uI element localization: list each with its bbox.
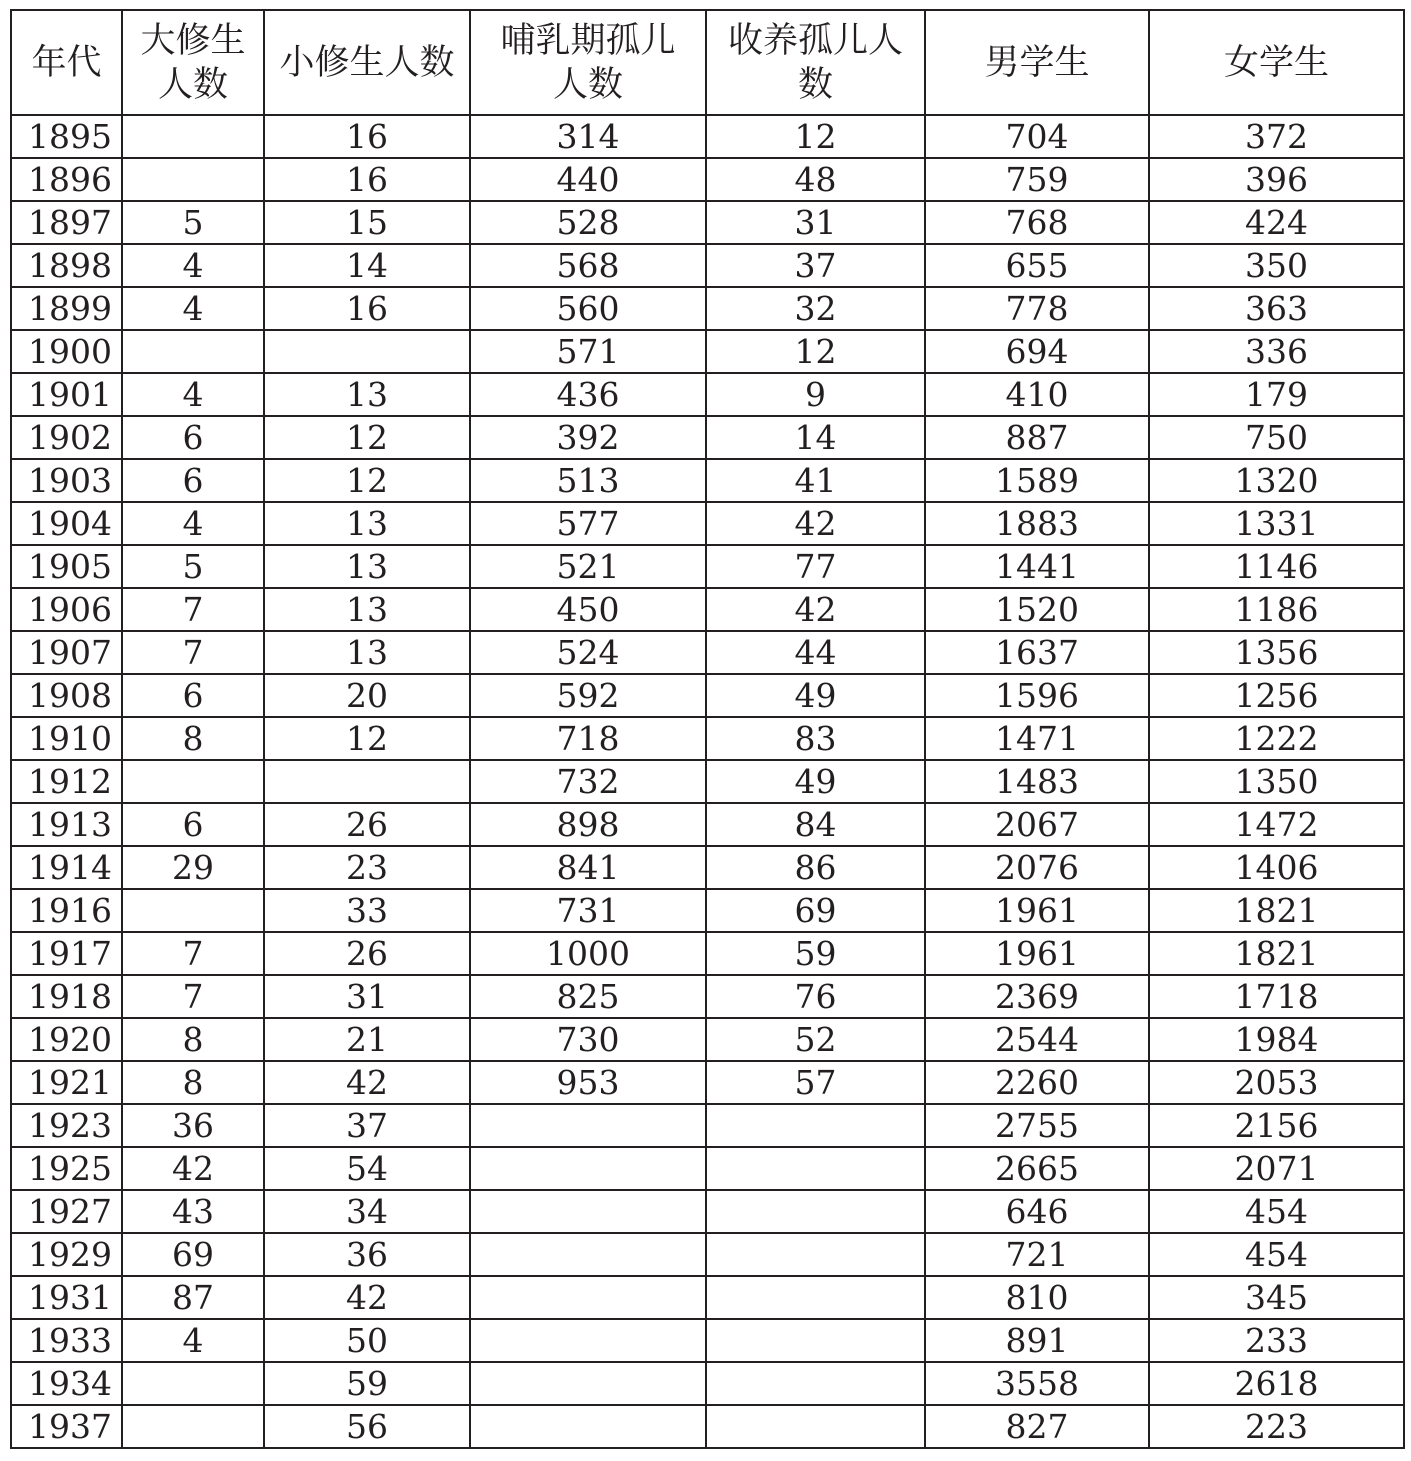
cell-nursing-orphans: 841	[470, 846, 706, 889]
column-header-female-students	[1149, 10, 1404, 115]
cell-nursing-orphans	[470, 1319, 706, 1362]
cell-female-students: 223	[1149, 1405, 1404, 1448]
cell-year: 1916	[11, 889, 122, 932]
cell-adopted-orphans	[706, 1319, 925, 1362]
cell-adopted-orphans	[706, 1190, 925, 1233]
cell-senior-novices	[122, 158, 264, 201]
cell-adopted-orphans: 42	[706, 502, 925, 545]
cell-nursing-orphans: 718	[470, 717, 706, 760]
cell-male-students: 3558	[925, 1362, 1149, 1405]
cell-female-students: 424	[1149, 201, 1404, 244]
cell-male-students: 2067	[925, 803, 1149, 846]
cell-junior-novices: 13	[264, 588, 470, 631]
cell-junior-novices: 34	[264, 1190, 470, 1233]
cell-senior-novices: 8	[122, 717, 264, 760]
table-row	[11, 1104, 1404, 1147]
cell-junior-novices: 59	[264, 1362, 470, 1405]
cell-junior-novices: 12	[264, 717, 470, 760]
cell-nursing-orphans	[470, 1233, 706, 1276]
cell-nursing-orphans: 732	[470, 760, 706, 803]
cell-junior-novices: 13	[264, 502, 470, 545]
cell-year: 1896	[11, 158, 122, 201]
cell-senior-novices: 42	[122, 1147, 264, 1190]
cell-nursing-orphans	[470, 1147, 706, 1190]
cell-nursing-orphans: 450	[470, 588, 706, 631]
cell-senior-novices: 6	[122, 416, 264, 459]
cell-male-students: 887	[925, 416, 1149, 459]
cell-female-students: 1320	[1149, 459, 1404, 502]
cell-male-students: 1471	[925, 717, 1149, 760]
table-row	[11, 158, 1404, 201]
cell-adopted-orphans: 52	[706, 1018, 925, 1061]
cell-female-students: 750	[1149, 416, 1404, 459]
cell-male-students: 694	[925, 330, 1149, 373]
cell-junior-novices: 16	[264, 158, 470, 201]
column-header-line: 收养孤儿人	[727, 20, 903, 61]
column-header-line: 大修生	[140, 20, 246, 61]
cell-female-students: 2071	[1149, 1147, 1404, 1190]
cell-senior-novices	[122, 1362, 264, 1405]
cell-year: 1929	[11, 1233, 122, 1276]
column-header-line: 人数	[552, 64, 623, 105]
cell-year: 1897	[11, 201, 122, 244]
table-row	[11, 1190, 1404, 1233]
cell-junior-novices: 14	[264, 244, 470, 287]
cell-year: 1906	[11, 588, 122, 631]
cell-female-students: 1821	[1149, 889, 1404, 932]
cell-nursing-orphans: 314	[470, 115, 706, 158]
cell-female-students: 454	[1149, 1233, 1404, 1276]
table-row	[11, 1276, 1404, 1319]
cell-adopted-orphans	[706, 1233, 925, 1276]
cell-nursing-orphans: 436	[470, 373, 706, 416]
cell-adopted-orphans: 44	[706, 631, 925, 674]
table-body	[11, 115, 1404, 1448]
table-row	[11, 545, 1404, 588]
cell-year: 1921	[11, 1061, 122, 1104]
cell-female-students: 336	[1149, 330, 1404, 373]
table-header	[11, 10, 1404, 115]
table-row	[11, 674, 1404, 717]
cell-nursing-orphans: 592	[470, 674, 706, 717]
cell-senior-novices: 36	[122, 1104, 264, 1147]
cell-nursing-orphans: 440	[470, 158, 706, 201]
cell-adopted-orphans: 31	[706, 201, 925, 244]
cell-year: 1902	[11, 416, 122, 459]
cell-year: 1933	[11, 1319, 122, 1362]
cell-junior-novices: 20	[264, 674, 470, 717]
cell-nursing-orphans: 521	[470, 545, 706, 588]
cell-junior-novices: 42	[264, 1061, 470, 1104]
header-row	[11, 10, 1404, 115]
cell-junior-novices: 54	[264, 1147, 470, 1190]
cell-junior-novices: 13	[264, 373, 470, 416]
cell-year: 1920	[11, 1018, 122, 1061]
statistics-table	[10, 9, 1405, 1449]
table-row	[11, 373, 1404, 416]
cell-male-students: 827	[925, 1405, 1149, 1448]
cell-male-students: 891	[925, 1319, 1149, 1362]
table-row	[11, 330, 1404, 373]
cell-female-students: 1821	[1149, 932, 1404, 975]
cell-female-students: 1356	[1149, 631, 1404, 674]
cell-adopted-orphans	[706, 1276, 925, 1319]
cell-nursing-orphans: 568	[470, 244, 706, 287]
cell-male-students: 1520	[925, 588, 1149, 631]
cell-male-students: 1637	[925, 631, 1149, 674]
cell-senior-novices: 7	[122, 588, 264, 631]
column-header-line: 哺乳期孤儿	[500, 20, 676, 61]
cell-junior-novices: 16	[264, 115, 470, 158]
cell-male-students: 2260	[925, 1061, 1149, 1104]
cell-male-students: 2544	[925, 1018, 1149, 1061]
column-header-line: 年代	[31, 42, 102, 83]
column-header-adopted-orphans	[706, 10, 925, 115]
table-row	[11, 1362, 1404, 1405]
cell-junior-novices: 15	[264, 201, 470, 244]
cell-nursing-orphans: 577	[470, 502, 706, 545]
cell-nursing-orphans: 528	[470, 201, 706, 244]
cell-senior-novices: 6	[122, 459, 264, 502]
cell-adopted-orphans: 48	[706, 158, 925, 201]
table-row	[11, 244, 1404, 287]
cell-junior-novices: 21	[264, 1018, 470, 1061]
cell-male-students: 759	[925, 158, 1149, 201]
cell-senior-novices: 7	[122, 975, 264, 1018]
cell-adopted-orphans: 12	[706, 115, 925, 158]
cell-adopted-orphans: 76	[706, 975, 925, 1018]
cell-year: 1903	[11, 459, 122, 502]
cell-female-students: 1222	[1149, 717, 1404, 760]
cell-senior-novices: 5	[122, 201, 264, 244]
cell-female-students: 345	[1149, 1276, 1404, 1319]
cell-male-students: 2369	[925, 975, 1149, 1018]
cell-nursing-orphans: 825	[470, 975, 706, 1018]
cell-year: 1913	[11, 803, 122, 846]
cell-senior-novices: 7	[122, 932, 264, 975]
cell-female-students: 1406	[1149, 846, 1404, 889]
cell-junior-novices	[264, 330, 470, 373]
cell-male-students: 1596	[925, 674, 1149, 717]
cell-junior-novices: 37	[264, 1104, 470, 1147]
cell-female-students: 396	[1149, 158, 1404, 201]
cell-male-students: 1961	[925, 889, 1149, 932]
cell-adopted-orphans: 83	[706, 717, 925, 760]
cell-year: 1904	[11, 502, 122, 545]
cell-year: 1910	[11, 717, 122, 760]
cell-year: 1925	[11, 1147, 122, 1190]
cell-junior-novices: 56	[264, 1405, 470, 1448]
table-row	[11, 502, 1404, 545]
cell-senior-novices: 8	[122, 1061, 264, 1104]
cell-male-students: 646	[925, 1190, 1149, 1233]
cell-adopted-orphans: 59	[706, 932, 925, 975]
table-row	[11, 459, 1404, 502]
cell-female-students: 372	[1149, 115, 1404, 158]
table-row	[11, 1405, 1404, 1448]
cell-nursing-orphans: 898	[470, 803, 706, 846]
cell-year: 1927	[11, 1190, 122, 1233]
cell-adopted-orphans	[706, 1362, 925, 1405]
column-header-line: 人数	[157, 64, 228, 105]
cell-adopted-orphans: 9	[706, 373, 925, 416]
table-row	[11, 1233, 1404, 1276]
cell-year: 1900	[11, 330, 122, 373]
cell-senior-novices: 43	[122, 1190, 264, 1233]
cell-junior-novices: 23	[264, 846, 470, 889]
table-row	[11, 287, 1404, 330]
cell-year: 1908	[11, 674, 122, 717]
table-row	[11, 201, 1404, 244]
cell-nursing-orphans	[470, 1362, 706, 1405]
cell-male-students: 655	[925, 244, 1149, 287]
cell-senior-novices	[122, 889, 264, 932]
column-header-line: 女学生	[1223, 42, 1329, 83]
cell-senior-novices	[122, 115, 264, 158]
cell-senior-novices: 4	[122, 373, 264, 416]
cell-nursing-orphans: 392	[470, 416, 706, 459]
cell-year: 1918	[11, 975, 122, 1018]
cell-senior-novices	[122, 330, 264, 373]
cell-junior-novices: 12	[264, 416, 470, 459]
cell-junior-novices	[264, 760, 470, 803]
cell-year: 1914	[11, 846, 122, 889]
cell-year: 1905	[11, 545, 122, 588]
column-header-year	[11, 10, 122, 115]
cell-junior-novices: 13	[264, 545, 470, 588]
cell-female-students: 233	[1149, 1319, 1404, 1362]
table-row	[11, 889, 1404, 932]
cell-year: 1934	[11, 1362, 122, 1405]
cell-male-students: 721	[925, 1233, 1149, 1276]
cell-male-students: 1883	[925, 502, 1149, 545]
column-header-nursing-orphans	[470, 10, 706, 115]
cell-adopted-orphans: 41	[706, 459, 925, 502]
cell-junior-novices: 26	[264, 803, 470, 846]
table-row	[11, 631, 1404, 674]
table-row	[11, 115, 1404, 158]
cell-adopted-orphans: 14	[706, 416, 925, 459]
cell-year: 1901	[11, 373, 122, 416]
cell-adopted-orphans: 69	[706, 889, 925, 932]
cell-nursing-orphans: 1000	[470, 932, 706, 975]
cell-adopted-orphans	[706, 1104, 925, 1147]
cell-female-students: 1331	[1149, 502, 1404, 545]
cell-junior-novices: 13	[264, 631, 470, 674]
cell-year: 1895	[11, 115, 122, 158]
cell-nursing-orphans: 560	[470, 287, 706, 330]
cell-male-students: 1483	[925, 760, 1149, 803]
cell-year: 1923	[11, 1104, 122, 1147]
cell-junior-novices: 12	[264, 459, 470, 502]
cell-senior-novices: 4	[122, 244, 264, 287]
column-header-line: 数	[797, 64, 833, 105]
cell-male-students: 810	[925, 1276, 1149, 1319]
cell-female-students: 2618	[1149, 1362, 1404, 1405]
column-header-male-students	[925, 10, 1149, 115]
cell-nursing-orphans: 731	[470, 889, 706, 932]
cell-senior-novices: 4	[122, 287, 264, 330]
table-row	[11, 1061, 1404, 1104]
cell-adopted-orphans: 12	[706, 330, 925, 373]
cell-senior-novices: 4	[122, 1319, 264, 1362]
cell-nursing-orphans	[470, 1276, 706, 1319]
table-row	[11, 416, 1404, 459]
cell-year: 1917	[11, 932, 122, 975]
cell-female-students: 1718	[1149, 975, 1404, 1018]
cell-nursing-orphans: 953	[470, 1061, 706, 1104]
table-row	[11, 975, 1404, 1018]
cell-senior-novices	[122, 1405, 264, 1448]
cell-year: 1907	[11, 631, 122, 674]
cell-nursing-orphans	[470, 1104, 706, 1147]
cell-year: 1931	[11, 1276, 122, 1319]
cell-female-students: 2156	[1149, 1104, 1404, 1147]
table-row	[11, 1147, 1404, 1190]
table-row	[11, 588, 1404, 631]
cell-senior-novices: 29	[122, 846, 264, 889]
cell-nursing-orphans: 513	[470, 459, 706, 502]
cell-junior-novices: 42	[264, 1276, 470, 1319]
cell-male-students: 1441	[925, 545, 1149, 588]
cell-male-students: 778	[925, 287, 1149, 330]
cell-adopted-orphans: 37	[706, 244, 925, 287]
cell-female-students: 2053	[1149, 1061, 1404, 1104]
cell-male-students: 768	[925, 201, 1149, 244]
cell-adopted-orphans: 77	[706, 545, 925, 588]
cell-junior-novices: 50	[264, 1319, 470, 1362]
cell-senior-novices: 6	[122, 803, 264, 846]
table-row	[11, 760, 1404, 803]
cell-male-students: 410	[925, 373, 1149, 416]
cell-male-students: 2755	[925, 1104, 1149, 1147]
cell-year: 1937	[11, 1405, 122, 1448]
cell-nursing-orphans: 730	[470, 1018, 706, 1061]
table-row	[11, 932, 1404, 975]
cell-male-students: 2665	[925, 1147, 1149, 1190]
table-row	[11, 846, 1404, 889]
cell-junior-novices: 26	[264, 932, 470, 975]
cell-female-students: 1256	[1149, 674, 1404, 717]
cell-nursing-orphans	[470, 1190, 706, 1233]
cell-adopted-orphans: 57	[706, 1061, 925, 1104]
cell-year: 1899	[11, 287, 122, 330]
cell-adopted-orphans: 49	[706, 674, 925, 717]
cell-female-students: 1186	[1149, 588, 1404, 631]
cell-senior-novices: 7	[122, 631, 264, 674]
cell-adopted-orphans: 86	[706, 846, 925, 889]
cell-nursing-orphans: 571	[470, 330, 706, 373]
cell-junior-novices: 33	[264, 889, 470, 932]
cell-male-students: 704	[925, 115, 1149, 158]
cell-male-students: 2076	[925, 846, 1149, 889]
cell-adopted-orphans	[706, 1147, 925, 1190]
cell-senior-novices: 4	[122, 502, 264, 545]
column-header-junior-novices	[264, 10, 470, 115]
cell-female-students: 454	[1149, 1190, 1404, 1233]
cell-female-students: 1146	[1149, 545, 1404, 588]
table-row	[11, 717, 1404, 760]
cell-male-students: 1589	[925, 459, 1149, 502]
cell-junior-novices: 16	[264, 287, 470, 330]
cell-senior-novices: 6	[122, 674, 264, 717]
column-header-line: 小修生人数	[279, 42, 455, 83]
cell-senior-novices: 87	[122, 1276, 264, 1319]
table-row	[11, 1018, 1404, 1061]
table-row	[11, 1319, 1404, 1362]
column-header-senior-novices	[122, 10, 264, 115]
cell-senior-novices: 69	[122, 1233, 264, 1276]
cell-adopted-orphans: 49	[706, 760, 925, 803]
cell-female-students: 1350	[1149, 760, 1404, 803]
cell-male-students: 1961	[925, 932, 1149, 975]
cell-year: 1898	[11, 244, 122, 287]
table-row	[11, 803, 1404, 846]
column-header-line: 男学生	[984, 42, 1090, 83]
cell-junior-novices: 36	[264, 1233, 470, 1276]
cell-adopted-orphans	[706, 1405, 925, 1448]
cell-adopted-orphans: 42	[706, 588, 925, 631]
cell-year: 1912	[11, 760, 122, 803]
cell-female-students: 1984	[1149, 1018, 1404, 1061]
cell-adopted-orphans: 84	[706, 803, 925, 846]
cell-female-students: 350	[1149, 244, 1404, 287]
cell-female-students: 1472	[1149, 803, 1404, 846]
cell-senior-novices	[122, 760, 264, 803]
cell-female-students: 179	[1149, 373, 1404, 416]
cell-female-students: 363	[1149, 287, 1404, 330]
cell-adopted-orphans: 32	[706, 287, 925, 330]
cell-senior-novices: 8	[122, 1018, 264, 1061]
cell-senior-novices: 5	[122, 545, 264, 588]
cell-nursing-orphans: 524	[470, 631, 706, 674]
cell-nursing-orphans	[470, 1405, 706, 1448]
cell-junior-novices: 31	[264, 975, 470, 1018]
